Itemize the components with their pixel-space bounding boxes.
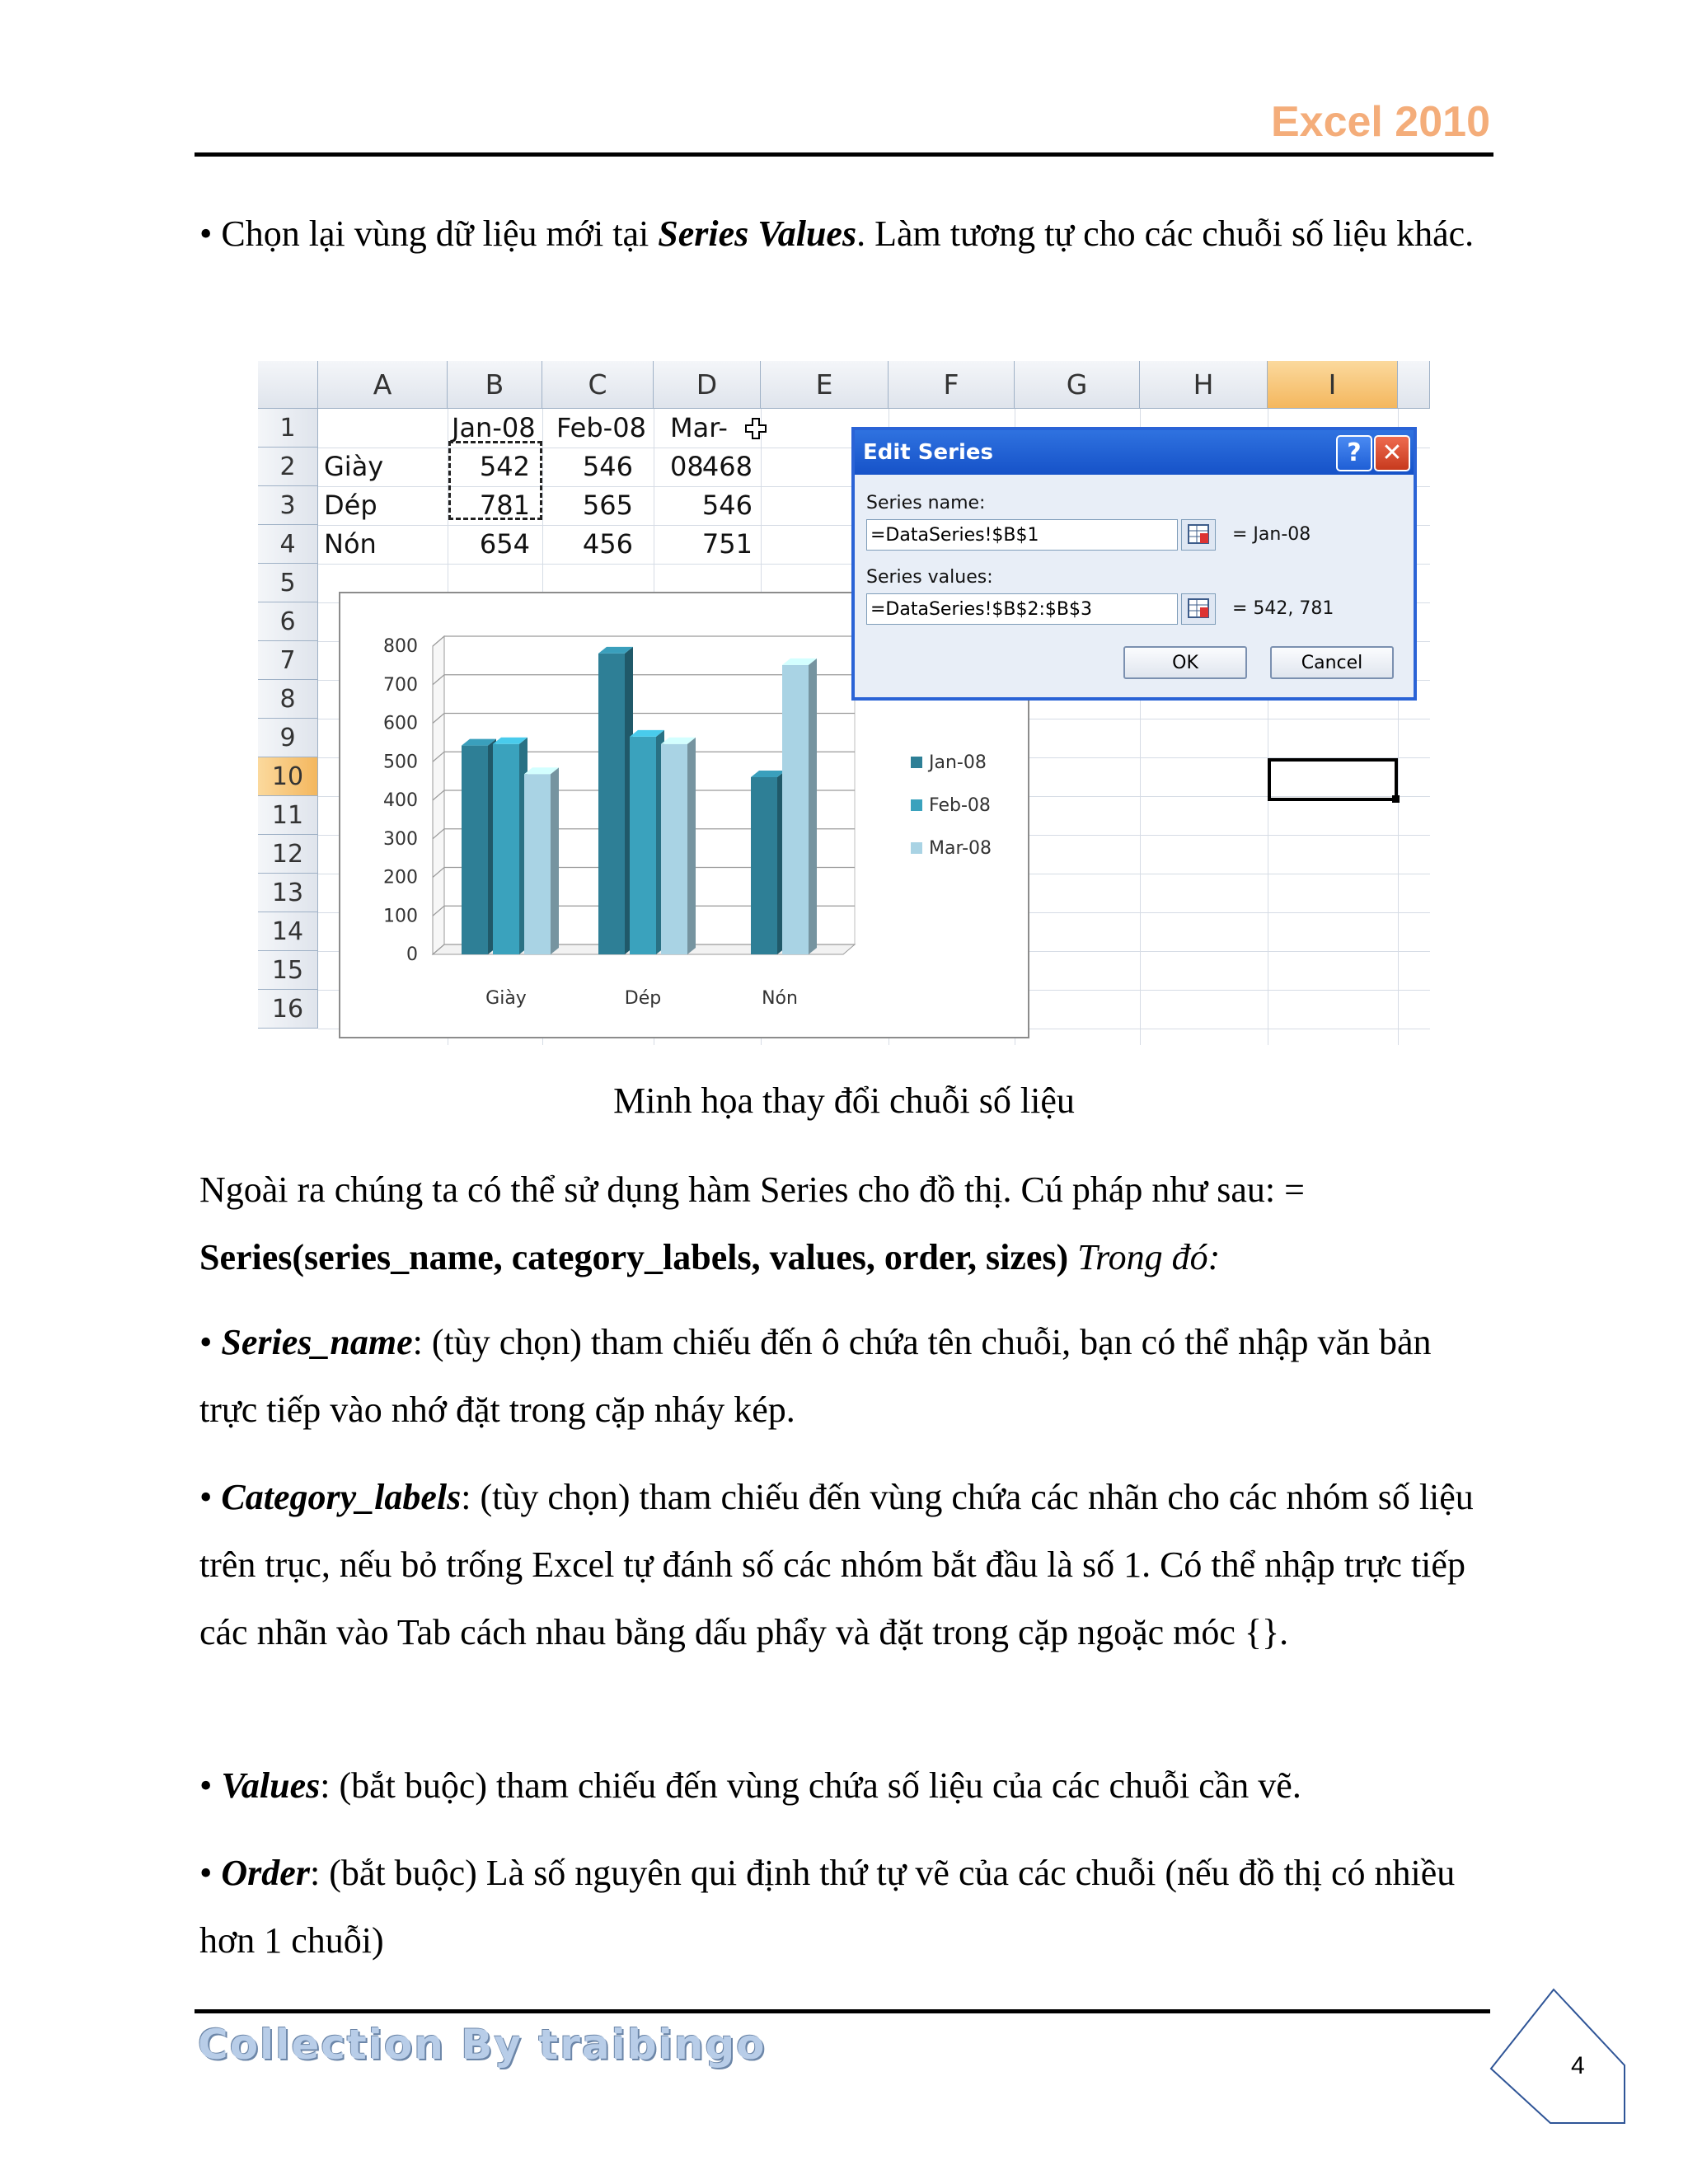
- ok-button[interactable]: OK: [1123, 646, 1247, 679]
- series-values-field[interactable]: =DataSeries!$B$2:$B$3: [866, 593, 1178, 625]
- row-header-13[interactable]: 13: [258, 874, 318, 912]
- bullet: •: [199, 1853, 213, 1893]
- column-header-i[interactable]: I: [1268, 361, 1398, 409]
- bar-side: [809, 658, 817, 954]
- row-header-11[interactable]: 11: [258, 796, 318, 835]
- cell-b2[interactable]: 542: [479, 451, 530, 482]
- param-values: [199, 1752, 1485, 1820]
- row-header-2[interactable]: 2: [258, 448, 318, 486]
- column-header-e[interactable]: E: [761, 361, 889, 409]
- bar-Giày-Jan-08: [462, 746, 488, 954]
- cell-d4[interactable]: 751: [701, 528, 753, 560]
- cell-b4[interactable]: 654: [479, 528, 530, 560]
- excel-screenshot: [258, 361, 1430, 1045]
- cell-b3[interactable]: 781: [479, 490, 530, 521]
- bar-Nón-Jan-08: [751, 777, 777, 954]
- cell-d2[interactable]: 468: [701, 451, 753, 482]
- x-category-label: Giày: [485, 988, 527, 1009]
- bar-side: [551, 767, 559, 954]
- legend-label: Jan-08: [929, 752, 987, 773]
- cell-d3[interactable]: 546: [701, 490, 753, 521]
- cell-c2[interactable]: 546: [582, 451, 633, 482]
- param-desc: : (bắt buộc) Là số nguyên qui định thứ tự vẽ của các chuỗi (nếu đồ thị có nhiều hơn 1 chuỗi): [199, 1853, 1456, 1961]
- bar-Giày-Feb-08: [493, 744, 519, 954]
- fill-handle[interactable]: [1392, 795, 1400, 803]
- cell-c1[interactable]: Feb-08: [556, 412, 646, 443]
- column-header-f[interactable]: F: [889, 361, 1015, 409]
- row-header-14[interactable]: 14: [258, 912, 318, 951]
- help-button[interactable]: ?: [1336, 435, 1372, 471]
- x-category-label: Dép: [624, 988, 662, 1009]
- cell-a2[interactable]: Giày: [324, 451, 384, 482]
- page-number: 4: [1571, 2052, 1585, 2079]
- row-header-10[interactable]: 10: [258, 757, 318, 796]
- intro-text-before: Chọn lại vùng dữ liệu mới tại: [212, 213, 659, 254]
- series-syntax: Series(series_name, category_labels, values, order, sizes): [199, 1237, 1069, 1277]
- figure-caption: Minh họa thay đổi chuỗi số liệu: [613, 1080, 1075, 1121]
- y-tick-label: 400: [383, 790, 418, 811]
- bar-Nón-Mar-08: [782, 665, 809, 954]
- bar-side: [687, 738, 696, 954]
- row-header-7[interactable]: 7: [258, 641, 318, 680]
- header-rule: [195, 152, 1493, 157]
- column-header-g[interactable]: G: [1015, 361, 1140, 409]
- y-tick-label: 500: [383, 752, 418, 773]
- row-header-12[interactable]: 12: [258, 835, 318, 874]
- range-picker-icon: [1182, 537, 1215, 553]
- cell-a3[interactable]: Dép: [324, 490, 377, 521]
- y-tick-label: 100: [383, 906, 418, 927]
- row-header-16[interactable]: 16: [258, 990, 318, 1029]
- x-category-label: Nón: [762, 988, 798, 1009]
- legend-swatch: [911, 842, 922, 854]
- legend-label: Feb-08: [929, 795, 991, 816]
- row-header-5[interactable]: 5: [258, 564, 318, 602]
- trong-do-text: Trong đó:: [1068, 1237, 1221, 1277]
- series-intro-text: Ngoài ra chúng ta có thể sử dụng hàm Series cho đồ thị. Cú pháp như sau: =: [199, 1169, 1305, 1210]
- row-header-1[interactable]: 1: [258, 409, 318, 448]
- row-header-15[interactable]: 15: [258, 951, 318, 990]
- row-header-6[interactable]: 6: [258, 602, 318, 641]
- series-name-field[interactable]: =DataSeries!$B$1: [866, 519, 1178, 551]
- series-name-label: Series name:: [866, 493, 986, 513]
- column-header-a[interactable]: A: [318, 361, 448, 409]
- range-picker-icon: [1182, 612, 1215, 627]
- bullet: •: [199, 1477, 213, 1517]
- cell-d1[interactable]: Mar-08: [670, 412, 728, 482]
- document-header-title: Excel 2010: [1270, 98, 1490, 146]
- footer-rule: [195, 2009, 1490, 2013]
- footer-brand: Collection By traibingo: [198, 2021, 767, 2069]
- row-header-9[interactable]: 9: [258, 719, 318, 757]
- bar-Dép-Feb-08: [630, 737, 656, 954]
- cell-b1[interactable]: Jan-08: [452, 412, 536, 443]
- row-header-8[interactable]: 8: [258, 680, 318, 719]
- row-header-4[interactable]: 4: [258, 525, 318, 564]
- edit-series-dialog: [851, 427, 1417, 701]
- intro-emphasis: Series Values: [658, 213, 857, 254]
- column-header-c[interactable]: C: [542, 361, 654, 409]
- bullet: •: [199, 1322, 213, 1362]
- series-values-result: = 542, 781: [1232, 598, 1334, 619]
- column-header-overflow[interactable]: [1398, 361, 1430, 409]
- column-header-d[interactable]: D: [654, 361, 761, 409]
- bar-Dép-Jan-08: [598, 654, 625, 954]
- y-tick-label: 200: [383, 867, 418, 888]
- intro-paragraph: [199, 200, 1485, 268]
- param-series-name: [199, 1309, 1485, 1444]
- param-order: [199, 1840, 1485, 1975]
- param-name: Order: [221, 1853, 310, 1893]
- select-all-corner[interactable]: [258, 361, 318, 409]
- legend-swatch: [911, 757, 922, 768]
- copy-selection-marquee: [448, 441, 542, 520]
- legend-swatch: [911, 799, 922, 811]
- y-tick-label: 800: [383, 636, 418, 657]
- param-name: Category_labels: [221, 1477, 462, 1517]
- y-tick-label: 600: [383, 713, 418, 734]
- series-values-label: Series values:: [866, 567, 993, 588]
- active-cell-i10[interactable]: [1268, 758, 1398, 801]
- column-header-h[interactable]: H: [1140, 361, 1268, 409]
- page-number-badge: [1488, 1986, 1628, 2126]
- cell-c4[interactable]: 456: [582, 528, 633, 560]
- cell-a4[interactable]: Nón: [324, 528, 377, 560]
- column-header-b[interactable]: B: [448, 361, 542, 409]
- param-category-labels: [199, 1464, 1485, 1666]
- param-desc: : (tùy chọn) tham chiếu đến vùng chứa các nhãn cho các nhóm số liệu trên trục, nếu bỏ trống Excel tự đánh số các nhóm bắt đầu là số 1. Có thể nhập trực tiếp các nhãn vào Tab cách nhau bằng dấu phẩy và đặt trong cặp ngoặc móc {}.: [199, 1477, 1474, 1652]
- intro-text-after: . Làm tương tự cho các chuỗi số liệu khác.: [856, 213, 1475, 254]
- bar-Giày-Mar-08: [524, 774, 551, 954]
- param-desc: : (tùy chọn) tham chiếu đến ô chứa tên chuỗi, bạn có thể nhập văn bản trực tiếp vào nhớ đặt trong cặp nháy kép.: [199, 1322, 1432, 1430]
- series-name-result: = Jan-08: [1232, 524, 1311, 545]
- bullet: •: [199, 213, 213, 254]
- bullet: •: [199, 1765, 213, 1806]
- y-tick-label: 700: [383, 674, 418, 696]
- dialog-title: Edit Series: [855, 430, 1414, 475]
- legend-label: Mar-08: [929, 838, 992, 859]
- move-cursor-icon: [744, 417, 767, 440]
- y-tick-label: 300: [383, 828, 418, 850]
- cancel-button[interactable]: Cancel: [1270, 646, 1394, 679]
- param-name: Values: [221, 1765, 321, 1806]
- bar-Dép-Mar-08: [661, 744, 687, 954]
- cell-c3[interactable]: 565: [582, 490, 633, 521]
- series-function-paragraph: [199, 1156, 1485, 1291]
- param-desc: : (bắt buộc) tham chiếu đến vùng chứa số liệu của các chuỗi cần vẽ.: [320, 1765, 1301, 1806]
- y-tick-label: 0: [406, 944, 418, 965]
- close-button[interactable]: ✕: [1374, 435, 1410, 471]
- row-header-3[interactable]: 3: [258, 486, 318, 525]
- param-name: Series_name: [221, 1322, 413, 1362]
- series-name-range-picker-button[interactable]: [1181, 519, 1216, 551]
- series-values-range-picker-button[interactable]: [1181, 593, 1216, 625]
